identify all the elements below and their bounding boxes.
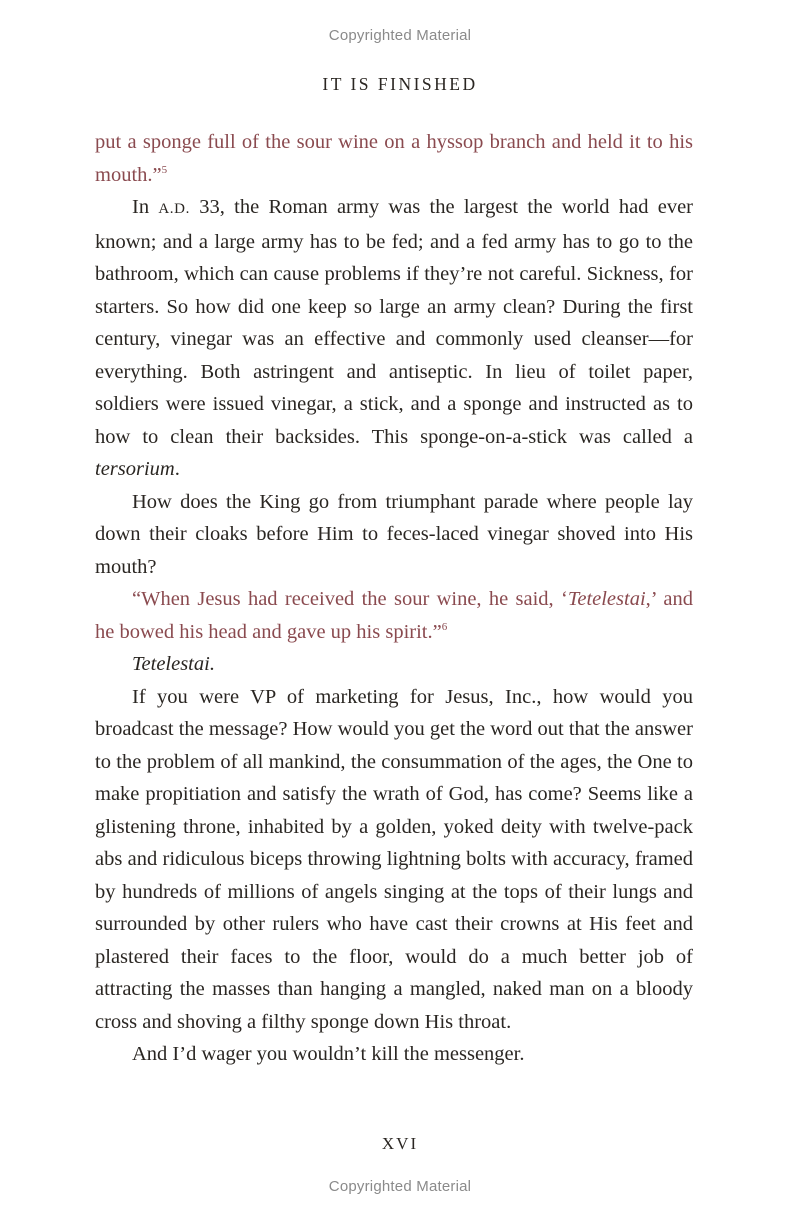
footnote-ref-6: 6 bbox=[441, 620, 448, 633]
footnote-ref-5: 5 bbox=[161, 163, 168, 176]
body-text bbox=[95, 126, 693, 1071]
scripture-quote-tetelestai bbox=[95, 583, 693, 648]
paragraph-messenger: And I’d wager you wouldn’t kill the messenger. bbox=[132, 1043, 525, 1065]
paragraph-tetelestai bbox=[95, 648, 693, 681]
tersorium-term: tersorium bbox=[95, 458, 175, 480]
paragraph-king-question: How does the King go from triumphant parade where people lay down their cloaks before Him to feces-laced vinegar shoved into His mouth? bbox=[95, 490, 693, 578]
quote-before: “When Jesus had received the sour wine, he said, ‘ bbox=[132, 588, 568, 610]
quote-text: put a sponge full of the sour wine on a hyssop branch and held it to his mouth.” bbox=[95, 131, 693, 186]
copyright-watermark-top: Copyrighted Material bbox=[328, 27, 472, 44]
running-head: IT IS FINISHED bbox=[322, 74, 478, 94]
paragraph-roman-army bbox=[95, 191, 693, 486]
paragraph-lead: In bbox=[132, 196, 159, 218]
quote-after: ,’ and he bowed his head and gave up his spirit.” bbox=[95, 588, 693, 643]
tetelestai-standalone: Tetelestai. bbox=[132, 653, 215, 675]
scripture-quote-continued bbox=[95, 126, 693, 191]
paragraph-marketing: If you were VP of marketing for Jesus, Inc., how would you broadcast the message? How would you get the word out that the answer to the problem of all mankind, the consummation of the ages, the One to make propitiation and satisfy the wrath of God, has come? Seems like a glistening throne, inhabited by a golden, yoked deity with twelve-pack abs and ridiculous biceps throwing lightning bolts with accuracy, framed by hundreds of millions of angels singing at the tops of their lungs and surrounded by other rulers who have cast their crowns at His feet and plastered their faces to the floor, would do a much better job of attracting the masses than hanging a mangled, naked man on a bloody cross and shoving a filthy sponge down His throat. bbox=[95, 685, 693, 1033]
page-number: XVI bbox=[381, 1134, 419, 1153]
copyright-watermark-bottom: Copyrighted Material bbox=[328, 1178, 472, 1195]
era-abbreviation: A.D. bbox=[158, 201, 190, 217]
paragraph-end: . bbox=[174, 458, 180, 480]
paragraph-text: 33, the Roman army was the largest the world had ever known; and a large army has to be fed; and a fed army has to go to the bathroom, which can cause problems if they’re not careful. Sickness, for starters. So how did one keep so large an army clean? During the first century, vinegar was an effective and commonly used cleanser—for everything. Both astringent and antiseptic. In lieu of toilet paper, soldiers were issued vinegar, a stick, and a sponge and instructed as to how to clean their backsides. This sponge-on-a-stick was called a bbox=[95, 196, 693, 448]
tetelestai-word: Tetelestai bbox=[567, 588, 646, 610]
